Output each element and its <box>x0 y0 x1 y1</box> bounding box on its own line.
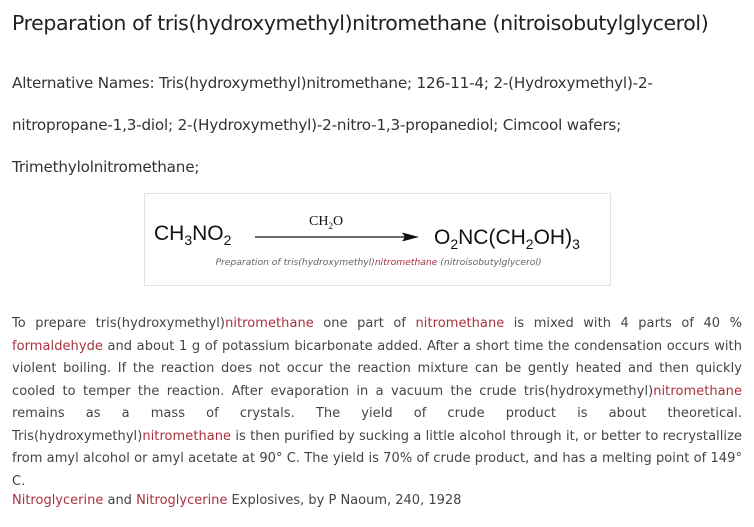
nitromethane-link[interactable]: nitromethane <box>415 316 505 331</box>
text-segment: is mixed with 4 parts of 40 % <box>504 316 742 331</box>
nitroglycerine-link[interactable]: Nitroglycerine <box>12 493 104 508</box>
alternative-names: Alternative Names: Tris(hydroxymethyl)nitromethane; 126-11-4; 2-(Hydroxymethyl)-2-nitropropane-1,3-diol; 2-(Hydroxymethyl)-2-nitro-1,3-propanediol; Cimcool wafers; Trimethylolnitromethane; <box>12 74 653 176</box>
procedure-paragraph <box>12 313 742 493</box>
text-segment: one part of <box>313 316 416 331</box>
reference-citation: Explosives, by P Naoum, 240, 1928 <box>227 493 462 508</box>
text-segment: To prepare tris(hydroxymethyl) <box>12 316 226 331</box>
caption-nitromethane-link[interactable]: nitromethane <box>374 257 438 268</box>
text-segment: and <box>103 493 137 508</box>
reagent-formula: $CH_2O$ <box>309 214 344 231</box>
nitromethane-link[interactable]: nitromethane <box>142 428 232 444</box>
nitroglycerine-link[interactable]: Nitroglycerine <box>136 493 228 508</box>
figure-caption <box>145 257 612 268</box>
reaction-figure <box>144 193 611 286</box>
reactant-formula: $CH_3NO_2$ <box>154 222 232 248</box>
nitromethane-link[interactable]: nitromethane <box>653 383 742 399</box>
product-formula: $O_2NC(CH_2OH)_3$ <box>434 226 580 252</box>
page-title: Preparation of tris(hydroxymethyl)nitromethane (nitroisobutylglycerol) <box>12 11 709 35</box>
text-segment: remains as a mass of crystals. The yield of crude product is about theoretical. Tris(hydroxymethyl) <box>12 406 742 444</box>
nitromethane-link[interactable]: nitromethane <box>225 316 314 331</box>
reference-line <box>12 490 742 512</box>
caption-text: Preparation of tris(hydroxymethyl) <box>215 257 375 268</box>
caption-text-end: (nitroisobutylglycerol) <box>437 257 542 268</box>
text-segment: is then purified by sucking a little alcohol through it, or better to recrystallize from amyl alcohol or amyl acetate at 90° C. The yield is 70% of crude product, and has a melting point of 149° C. <box>12 428 742 489</box>
text-segment: and about 1 g of potassium bicarbonate added. After a short time the condensation occurs with violent boiling. If the reaction does not occur the reaction mixture can be gently heated and then quickly cooled to temper the reaction. After evaporation in a vacuum the crude tris(hydroxymethyl) <box>12 338 742 399</box>
formaldehyde-link[interactable]: formaldehyde <box>12 338 103 354</box>
reaction-scheme <box>145 194 612 287</box>
